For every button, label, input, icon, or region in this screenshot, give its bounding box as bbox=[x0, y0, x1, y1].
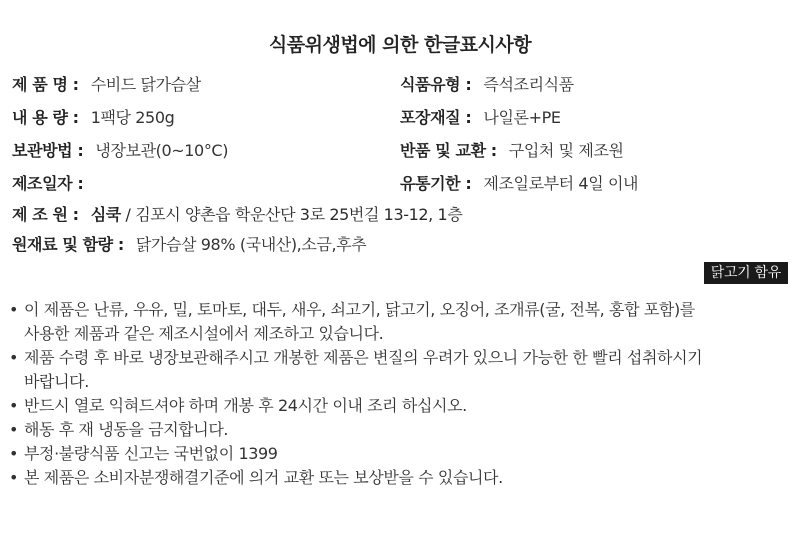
page-title: 식품위생법에 의한 한글표시사항 bbox=[268, 34, 532, 56]
content-value: 1팩당 250g bbox=[90, 108, 175, 127]
manufacturer-name: 심쿡 bbox=[90, 205, 121, 224]
manufacturer-separator: / bbox=[125, 205, 131, 224]
product-name-label: 제 품 명 : bbox=[12, 75, 79, 94]
product-name-row bbox=[12, 72, 201, 98]
manufacturer-row bbox=[12, 202, 462, 228]
returns-row bbox=[400, 138, 624, 164]
bullet-icon: • bbox=[9, 300, 19, 319]
bullet-icon: • bbox=[9, 420, 19, 439]
packaging-row bbox=[400, 105, 561, 131]
expiry-value: 제조일로부터 4일 이내 bbox=[483, 174, 639, 193]
food-type-label: 식품유형 : bbox=[400, 75, 472, 94]
notice-item bbox=[0, 346, 790, 394]
storage-row bbox=[12, 138, 228, 164]
storage-value: 냉장보관(0~10°C) bbox=[95, 141, 229, 160]
notice-item bbox=[0, 442, 790, 466]
ingredients-value: 닭가슴살 98% (국내산),소금,후추 bbox=[135, 235, 367, 254]
content-row bbox=[12, 105, 174, 131]
bullet-icon: • bbox=[9, 348, 19, 367]
ingredients-label: 원재료 및 함량 : bbox=[12, 235, 124, 254]
mfg-date-label: 제조일자 : bbox=[12, 174, 84, 193]
notice-line: 제품 수령 후 바로 냉장보관해주시고 개봉한 제품은 변질의 우려가 있으니 가능한 한 빨리 섭취하시기 bbox=[24, 348, 703, 367]
returns-value: 구입처 및 제조원 bbox=[508, 141, 624, 160]
notice-list bbox=[0, 298, 790, 490]
bullet-icon: • bbox=[9, 468, 19, 487]
food-type-row bbox=[400, 72, 574, 98]
notice-line: 바랍니다. bbox=[24, 372, 89, 391]
expiry-label: 유통기한 : bbox=[400, 174, 472, 193]
notice-line: 이 제품은 난류, 우유, 밀, 토마토, 대두, 새우, 쇠고기, 닭고기, 오징어, 조개류(굴, 전복, 홍합 포함)를 bbox=[24, 300, 695, 319]
expiry-row bbox=[400, 171, 638, 197]
storage-label: 보관방법 : bbox=[12, 141, 84, 160]
allergy-badge: 닭고기 함유 bbox=[704, 262, 788, 284]
bullet-icon: • bbox=[9, 396, 19, 415]
packaging-label: 포장재질 : bbox=[400, 108, 472, 127]
product-name-value: 수비드 닭가슴살 bbox=[90, 75, 201, 94]
notice-line: 반드시 열로 익혀드셔야 하며 개봉 후 24시간 이내 조리 하십시오. bbox=[24, 396, 467, 415]
notice-item bbox=[0, 418, 790, 442]
manufacturer-label: 제 조 원 : bbox=[12, 205, 79, 224]
notice-item bbox=[0, 298, 790, 346]
notice-item bbox=[0, 466, 790, 490]
returns-label: 반품 및 교환 : bbox=[400, 141, 497, 160]
packaging-value: 나일론+PE bbox=[483, 108, 561, 127]
mfg-date-row bbox=[12, 171, 95, 197]
notice-line: 부정·불량식품 신고는 국번없이 1399 bbox=[24, 444, 278, 463]
food-type-value: 즉석조리식품 bbox=[483, 75, 574, 94]
manufacturer-address: 김포시 양촌읍 학운산단 3로 25번길 13-12, 1층 bbox=[135, 205, 463, 224]
notice-line: 해동 후 재 냉동을 금지합니다. bbox=[24, 420, 229, 439]
content-label: 내 용 량 : bbox=[12, 108, 79, 127]
notice-item bbox=[0, 394, 790, 418]
bullet-icon: • bbox=[9, 444, 19, 463]
notice-line: 본 제품은 소비자분쟁해결기준에 의거 교환 또는 보상받을 수 있습니다. bbox=[24, 468, 503, 487]
notice-line: 사용한 제품과 같은 제조시설에서 제조하고 있습니다. bbox=[24, 324, 384, 343]
ingredients-row bbox=[12, 232, 366, 258]
